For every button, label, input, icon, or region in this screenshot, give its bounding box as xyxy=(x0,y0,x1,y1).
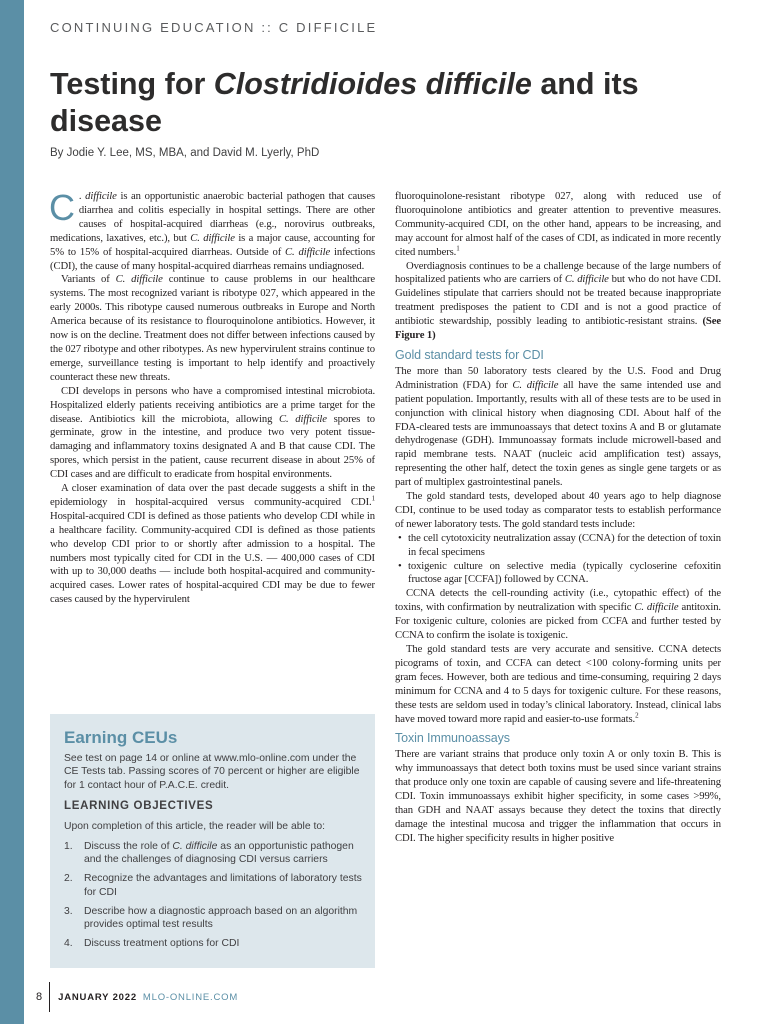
list-item: 3. Describe how a diagnostic approach based on an algorithm provides optimal test results xyxy=(64,905,358,931)
paragraph: The more than 50 laboratory tests cleared by the U.S. Food and Drug Administration (FDA) for C. difficile all have the same intended use and patient population. Importantly, results with all of these tests are to be used in conjunction with clinical history when diagnosing CDI. About half of the FDA-cleared tests are immunoassays that detect toxins A and B or glutamate dehydrogenase (GDH). Immunoassay formats include microwell-based and rapid membrane tests. NAAT (nucleic acid amplification test) assays, representing the other half, detect the toxin genes as single gene targets or as part of multiplex gastrointestinal panels. xyxy=(395,365,721,489)
list-item: • the cell cytotoxicity neutralization assay (CCNA) for the detection of toxin in fecal specimens xyxy=(395,532,721,560)
title-text: Testing for xyxy=(50,67,214,101)
paragraph: Overdiagnosis continues to be a challenge because of the large numbers of hospitalized patients who are carriers of C. difficile but who do not have CDI. Guidelines stipulate that carriers should not be treated because inappropriate treatment predisposes the patient to CDI and is not a good practice of antibiotic stewardship, possibly leading to antibiotic-resistant strains. (See Figure 1) xyxy=(395,260,721,342)
paragraph: C . difficile is an opportunistic anaerobic bacterial pathogen that causes diarrhea and colitis especially in hospital settings. There are other causes of hospital-acquired diarrheas (e.g., norovirus outbreaks, medications, laxatives, etc.), but C. difficile is a major cause, accounting for 5% to 15% of hospital-acquired diarrheas. Outside of C. difficile infections (CDI), the cause of many hospital-acquired diarrheas remains undiagnosed. xyxy=(49,187,376,272)
body-column-left xyxy=(49,187,376,607)
page-number: 8 xyxy=(36,991,43,1003)
issue-date: JANUARY 2022 xyxy=(58,991,137,1003)
drop-cap: C xyxy=(49,187,75,228)
section-kicker: CONTINUING EDUCATION :: C DIFFICILE xyxy=(50,20,378,35)
paragraph: CCNA detects the cell-rounding activity (i.e., cytopathic effect) of the toxins, with confirmation by neutralization with specific C. difficile antitoxin. For toxigenic culture, colonies are picked from CCFA and further tested by CCNA to confirm the isolate is toxigenic. xyxy=(395,588,721,642)
list-item: • toxigenic culture on selective media (typically cycloserine cefoxitin fructose agar [CCFA]) followed by CCNA. xyxy=(395,560,721,588)
section-heading: Gold standard tests for CDI xyxy=(395,347,544,362)
paragraph: The gold standard tests, developed about 40 years ago to help diagnose CDI, continue to be used today as comparator tests to establish performance of newer laboratory tests. The gold standard tests include: xyxy=(395,491,721,530)
page-footer xyxy=(36,985,238,1009)
section-heading: Toxin Immunoassays xyxy=(395,731,510,746)
byline: By Jodie Y. Lee, MS, MBA, and David M. Lyerly, PhD xyxy=(50,147,320,159)
learning-objectives-list xyxy=(64,840,364,956)
title-text-end: and its disease xyxy=(50,67,639,138)
paragraph: There are variant strains that produce only toxin A or only toxin B. This is why immunoassays that detect both toxins must be used since variant strains that produce only one toxin are capable of causing severe and life-threatening CDI. Toxin immunoassays exhibit higher specificity, in some cases >99%, than GDH and NAAT assays because they detect the toxins that directly damage the intestinal mucosa and trigger the inflammation that occurs in CDI. The higher specificity results in higher positive xyxy=(395,749,721,844)
sidebar-stripe xyxy=(0,0,24,1024)
list-item: 1. Discuss the role of C. difficile as an opportunistic pathogen and the challenges of diagnosing CDI versus carriers xyxy=(64,841,354,866)
learning-objectives-heading: LEARNING OBJECTIVES xyxy=(64,800,214,812)
list-item: 2. Recognize the advantages and limitations of laboratory tests for CDI xyxy=(64,873,362,898)
paragraph: CDI develops in persons who have a compromised intestinal microbiota. Hospitalized elderly patients receiving antibiotics are a prime target for the disease. Antibiotics kill the microbiota, allowing C. difficile spores to germinate, grow in the intestine, and produce two very potent tissue-damaging and inflammatory toxins designated A and B that cause CDI. The spores, which persist in the patient, cause recurrent disease in about 25% of CDI cases and are difficult to eradicate from hospital environments. xyxy=(50,385,375,481)
paragraph: The gold standard tests are very accurate and sensitive. CCNA detects picograms of toxin, and CCFA can detect <100 colony-forming units per gram feces. However, both are tedious and time-consuming, requiring 2 days minimum for CCNA and 4 to 5 days for toxigenic culture. For these reasons, these tests are seldom used in today’s clinical laboratory. Instead, clinical labs have moved toward more rapid and easier-to-use formats.$^2$ xyxy=(395,644,721,725)
site-url[interactable]: MLO-ONLINE.COM xyxy=(142,991,239,1003)
article-title xyxy=(50,66,730,140)
paragraph: Variants of C. difficile continue to cause problems in our healthcare systems. The most recognized variant is ribotype 027, which appeared in the early 2000s. This ribotype caused numerous outbreaks in Europe and North America because of its resistance to flouroquinolone antibiotics. However, it now is on the decline. Treatment does not differ between infections caused by the 027 ribotype and other ribotypes. As new hypervirulent strains continue to emerge, surveillance testing is important to help identify and proactively counteract these new threats. xyxy=(50,274,375,383)
ceu-box-title: Earning CEUs xyxy=(64,728,178,747)
bullet-list xyxy=(395,532,721,588)
learning-objectives-intro: Upon completion of this article, the reader will be able to: xyxy=(64,821,326,832)
earning-ceus-box xyxy=(50,714,375,968)
title-italic: Clostridioides difficile xyxy=(213,67,532,101)
ceu-box-text: See test on page 14 or online at www.mlo-online.com under the CE Tests tab. Passing scores of 70 percent or higher are eligible for 1 contact hour of P.A.C.E. credit. xyxy=(64,753,360,791)
paragraph: A closer examination of data over the past decade suggests a shift in the epidemiology in hospital-acquired versus community-acquired CDI.$^1$ Hospital-acquired CDI is defined as those patients who develop CDI while in a healthcare facility. Community-acquired CDI is defined as those patients who develop CDI prior to or shortly after admission to a hospital. The numbers most typically cited for CDI in the U.S. — 400,000 cases of CDI with up to 30,000 deaths — include both hospital-acquired and community-acquired cases. Lower rates of hospital-acquired CDI may be due to fewer cases caused by the hypervirulent xyxy=(50,483,375,606)
paragraph: fluoroquinolone-resistant ribotype 027, along with reduced use of fluoroquinolone antibiotics and greater attention to preventive measures. Community-acquired CDI, on the other hand, appears to be increasing, and may account for almost half of the cases of CDI, as indicated in more recently cited numbers.$^1$ xyxy=(395,191,721,258)
footer-divider xyxy=(49,982,50,1012)
body-column-right xyxy=(395,190,721,846)
list-item: 4. Discuss treatment options for CDI xyxy=(64,938,240,950)
